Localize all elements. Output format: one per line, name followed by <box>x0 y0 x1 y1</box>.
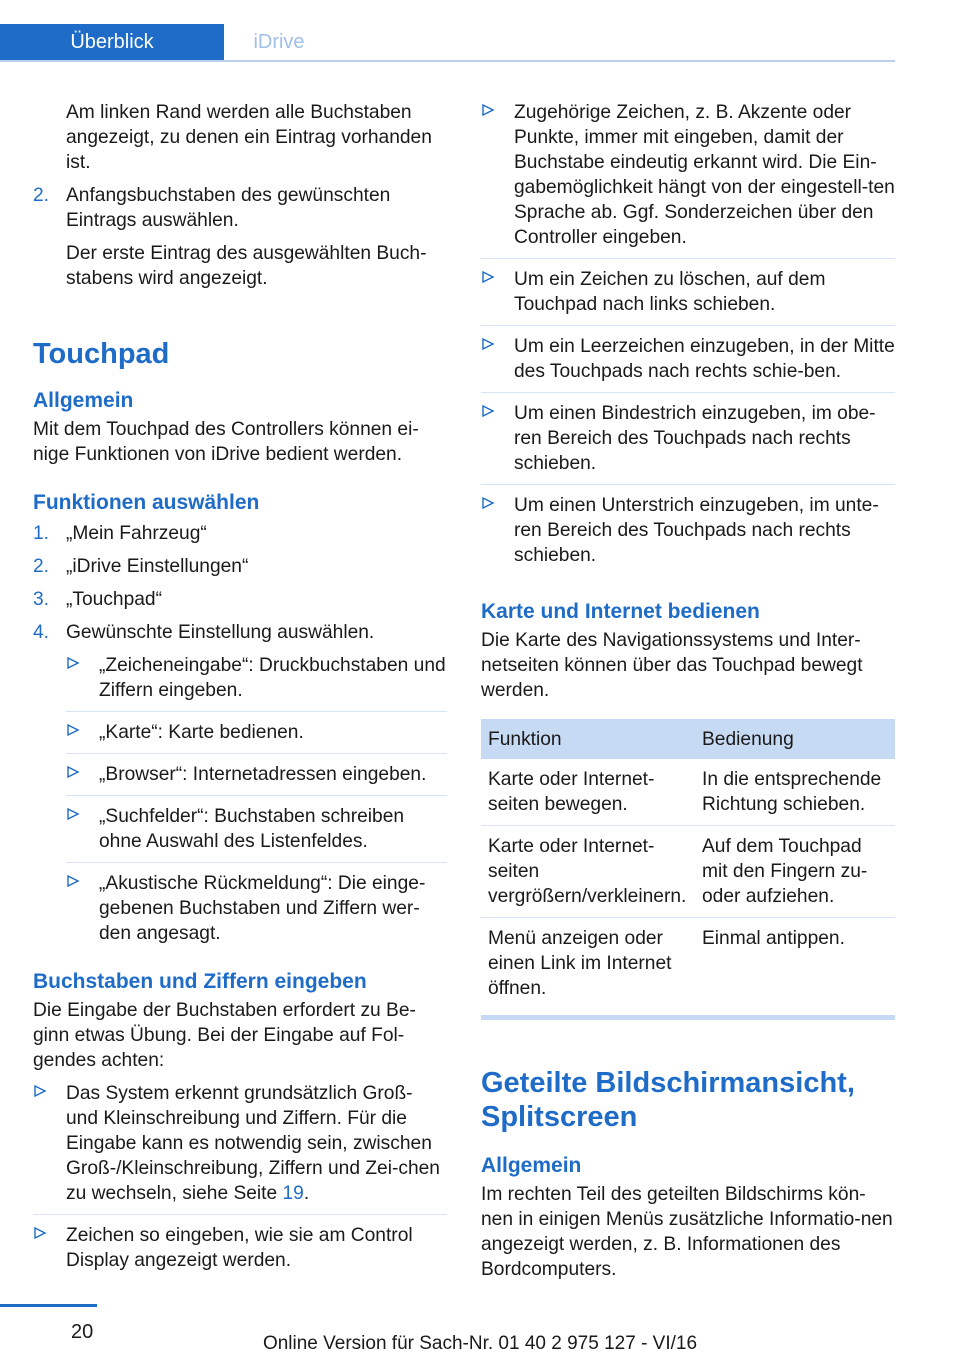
triangle-bullet-icon <box>481 337 495 351</box>
list-item <box>66 720 447 754</box>
triangle-bullet-icon <box>66 874 80 888</box>
karte-text: Die Karte des Navigationssystems und Inter‐netseiten können über das Touchpad bewegt werden. <box>481 630 863 701</box>
right-column <box>481 100 895 1282</box>
page-reference-link[interactable]: 19 <box>282 1183 304 1204</box>
step-subtext: Der erste Eintrag des ausgewählten Buch‐stabens wird angezeigt. <box>66 243 427 289</box>
triangle-bullet-icon <box>481 496 495 510</box>
list-item <box>481 267 895 326</box>
subsection-title-allgemein-right: Allgemein <box>481 1154 582 1177</box>
subsection-title-buchstaben: Buchstaben und Ziffern eingeben <box>33 970 367 993</box>
triangle-bullet-icon <box>66 723 80 737</box>
step-text: „Touchpad“ <box>66 589 162 610</box>
triangle-bullet-icon <box>66 656 80 670</box>
list-item-text-end: . <box>303 1183 310 1204</box>
step-item <box>33 521 447 546</box>
table-header-funktion: Funktion <box>481 719 695 759</box>
step-text: Anfangsbuchstaben des gewünschten Eintrags auswählen. <box>66 185 391 231</box>
footer-version-text: Online Version für Sach-Nr. 01 40 2 975 127 - VI/16 <box>262 1333 698 1354</box>
header-tabbar <box>0 24 895 62</box>
step-number: 2. <box>33 556 50 577</box>
step-number: 2. <box>33 185 50 206</box>
list-item-text <box>66 1081 447 1206</box>
section-title-touchpad: Touchpad <box>33 338 170 370</box>
list-item <box>66 871 447 954</box>
buchstaben-text: Die Eingabe der Buchstaben erfordert zu Be‐ginn etwas Übung. Bei der Eingabe auf Fol‐gendes achten: <box>33 1000 416 1071</box>
list-item-text: Um ein Leerzeichen einzugeben, in der Mitte des Touchpads nach rechts schie‐ben. <box>514 336 895 382</box>
step-item <box>33 587 447 612</box>
triangle-bullet-icon <box>481 404 495 418</box>
subsection-title-funktionen: Funktionen auswählen <box>33 491 260 514</box>
subsection-title-karte: Karte und Internet bedienen <box>481 600 760 623</box>
tab-idrive[interactable]: iDrive <box>253 31 305 53</box>
list-item <box>66 762 447 796</box>
splitscreen-text: Im rechten Teil des geteilten Bildschirms kön‐nen in einigen Menüs zusätzliche Informatio‐nen angezeigt werden, z. B. Informationen des Bordcomputers. <box>481 1184 893 1280</box>
function-table <box>481 719 895 1015</box>
table-cell: Einmal antippen. <box>702 928 845 949</box>
subsection-title-allgemein: Allgemein <box>33 389 134 412</box>
list-item-text: „Karte“: Karte bedienen. <box>99 722 304 743</box>
list-item-text: „Akustische Rückmeldung“: Die einge‐gebenen Buchstaben und Ziffern wer‐den angesagt. <box>99 873 426 944</box>
step-item <box>33 620 447 954</box>
triangle-bullet-icon <box>33 1084 47 1098</box>
step-number: 4. <box>33 622 50 643</box>
list-item <box>481 100 895 259</box>
triangle-bullet-icon <box>481 270 495 284</box>
list-item-text: Um einen Bindestrich einzugeben, im obe‐ren Bereich des Touchpads nach rechts schieben. <box>514 403 876 474</box>
step-item <box>33 554 447 579</box>
table-cell: Karte oder Internet‐seiten bewegen. <box>481 759 695 826</box>
left-column <box>33 100 447 1281</box>
list-item <box>481 493 895 576</box>
steps-list <box>33 521 447 954</box>
list-item-text: Zugehörige Zeichen, z. B. Akzente oder Punkte, immer mit eingeben, damit der Buchstabe eindeutig erkannt wird. Die Ein‐gabemöglichkeit hängt von der eingestell‐ten Sprache ab. Ggf. Sonderzeichen über den Controller eingeben. <box>514 102 895 248</box>
triangle-bullet-icon <box>33 1226 47 1240</box>
page-number: 20 <box>71 1321 94 1343</box>
touchpad-tips-list <box>481 100 895 576</box>
footer-rule <box>0 1304 97 1307</box>
table-header-bedienung: Bedienung <box>695 719 895 759</box>
list-item <box>481 401 895 485</box>
table-cell: Auf dem Touchpad mit den Fingern zu- oder aufziehen. <box>695 826 895 918</box>
section-title-splitscreen: Geteilte Bildschirmansicht, Splitscreen <box>481 1067 855 1133</box>
table-row <box>481 759 895 826</box>
list-item-text: „Suchfelder“: Buchstaben schreiben ohne Auswahl des Listenfeldes. <box>99 806 405 852</box>
table-bottom-rule <box>481 1015 895 1020</box>
step-text: „iDrive Einstellungen“ <box>66 556 249 577</box>
step-number: 3. <box>33 589 50 610</box>
list-item <box>33 1223 447 1281</box>
table-cell: Karte oder Internet‐seiten vergrößern/verkleinern. <box>481 826 695 918</box>
allgemein-text: Mit dem Touchpad des Controllers können ei‐nige Funktionen von iDrive bedient werden. <box>33 419 419 465</box>
list-item <box>66 653 447 712</box>
list-item-text: „Browser“: Internetadressen eingeben. <box>99 764 427 785</box>
input-tips-list <box>33 1081 447 1281</box>
list-item <box>33 1081 447 1215</box>
table-header-row <box>481 719 895 759</box>
triangle-bullet-icon <box>481 103 495 117</box>
setting-options-list <box>66 653 447 954</box>
table-cell: Menü anzeigen oder einen Link im Internet öffnen. <box>488 928 672 999</box>
intro-continuation: Am linken Rand werden alle Buchstaben angezeigt, zu denen ein Eintrag vorhanden ist. <box>66 102 432 173</box>
step-number: 1. <box>33 523 50 544</box>
table-row <box>481 826 895 918</box>
list-item-text: Um ein Zeichen zu löschen, auf dem Touchpad nach links schieben. <box>514 269 826 315</box>
table-row <box>481 918 895 1016</box>
list-item-text: Zeichen so eingeben, wie sie am Control Display angezeigt werden. <box>66 1225 413 1271</box>
list-item-text: „Zeicheneingabe“: Druckbuchstaben und Ziffern eingeben. <box>99 655 446 701</box>
step-text: „Mein Fahrzeug“ <box>66 523 207 544</box>
triangle-bullet-icon <box>66 807 80 821</box>
list-item <box>481 334 895 393</box>
list-item-text: Um einen Unterstrich einzugeben, im unte‐ren Bereich des Touchpads nach rechts schieben. <box>514 495 879 566</box>
step-text: Gewünschte Einstellung auswählen. <box>66 622 375 643</box>
step-item <box>33 183 447 291</box>
tab-ueberblick[interactable]: Überblick <box>0 24 224 60</box>
list-item <box>66 804 447 863</box>
list-item-text-main: Das System erkennt grundsätzlich Groß- und Kleinschreibung und Ziffern. Für die Eingabe kann es notwendig sein, zwischen Groß-/Kleinschreibung, Ziffern und Zei‐chen zu wechseln, siehe Seite <box>66 1083 440 1204</box>
table-cell: In die entsprechende Richtung schieben. <box>695 759 895 826</box>
triangle-bullet-icon <box>66 765 80 779</box>
